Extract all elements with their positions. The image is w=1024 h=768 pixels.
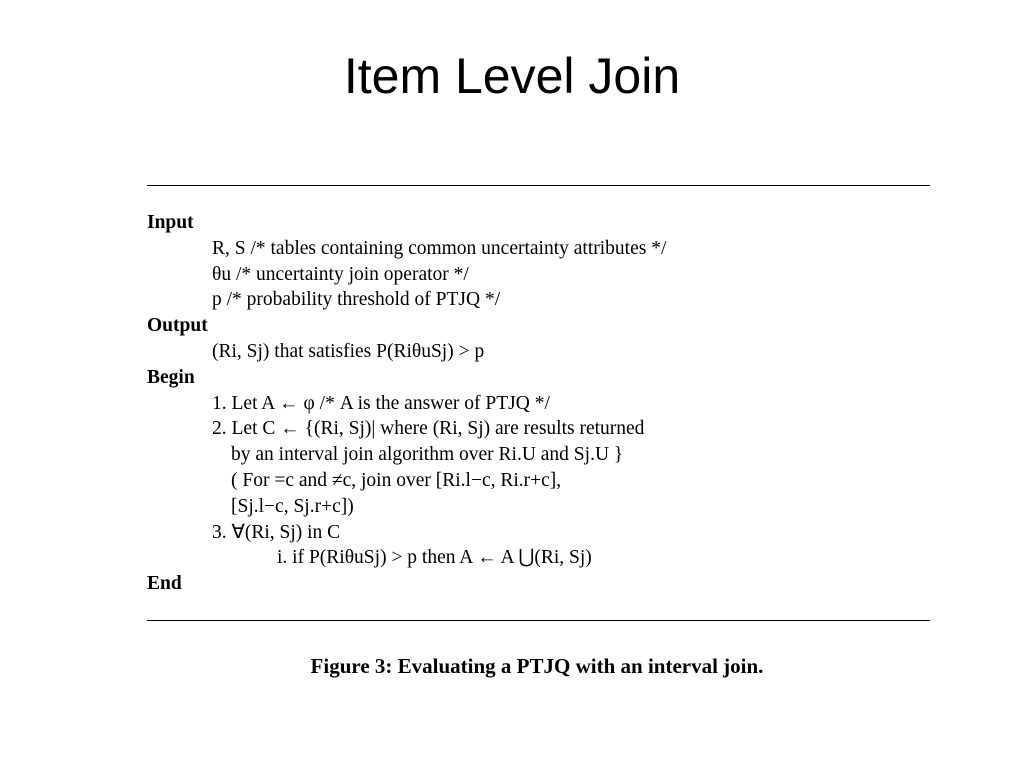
end-heading: End bbox=[147, 573, 182, 595]
step-3-i: i. if P(RiθuSj) > p then A ← A ⋃(Ri, Sj) bbox=[277, 547, 592, 569]
step-1: 1. Let A ← φ /* A is the answer of PTJQ */ bbox=[212, 392, 550, 414]
output-heading: Output bbox=[147, 315, 208, 337]
slide-title: Item Level Join bbox=[343, 48, 681, 104]
step-2-cont-1: by an interval join algorithm over Ri.U and Sj.U } bbox=[231, 444, 624, 466]
step-3: 3. ∀(Ri, Sj) in C bbox=[212, 521, 341, 543]
algorithm-block bbox=[147, 210, 930, 597]
output-line: (Ri, Sj) that satisfies P(RiθuSj) > p bbox=[212, 340, 485, 362]
input-line-threshold: p /* probability threshold of PTJQ */ bbox=[212, 289, 501, 311]
bottom-rule bbox=[147, 620, 930, 621]
step-2-cont-3: [Sj.l−c, Sj.r+c]) bbox=[231, 495, 354, 517]
input-line-operator: θu /* uncertainty join operator */ bbox=[212, 263, 469, 285]
top-rule bbox=[147, 185, 930, 186]
figure-caption: Figure 3: Evaluating a PTJQ with an interval join. bbox=[310, 654, 764, 678]
input-line-tables: R, S /* tables containing common uncertainty attributes */ bbox=[212, 237, 667, 259]
step-2: 2. Let C ← {(Ri, Sj)| where (Ri, Sj) are results returned bbox=[212, 418, 645, 440]
begin-heading: Begin bbox=[147, 366, 195, 388]
input-heading: Input bbox=[147, 212, 194, 233]
step-2-cont-2: ( For =c and ≠c, join over [Ri.l−c, Ri.r+c], bbox=[231, 469, 562, 491]
